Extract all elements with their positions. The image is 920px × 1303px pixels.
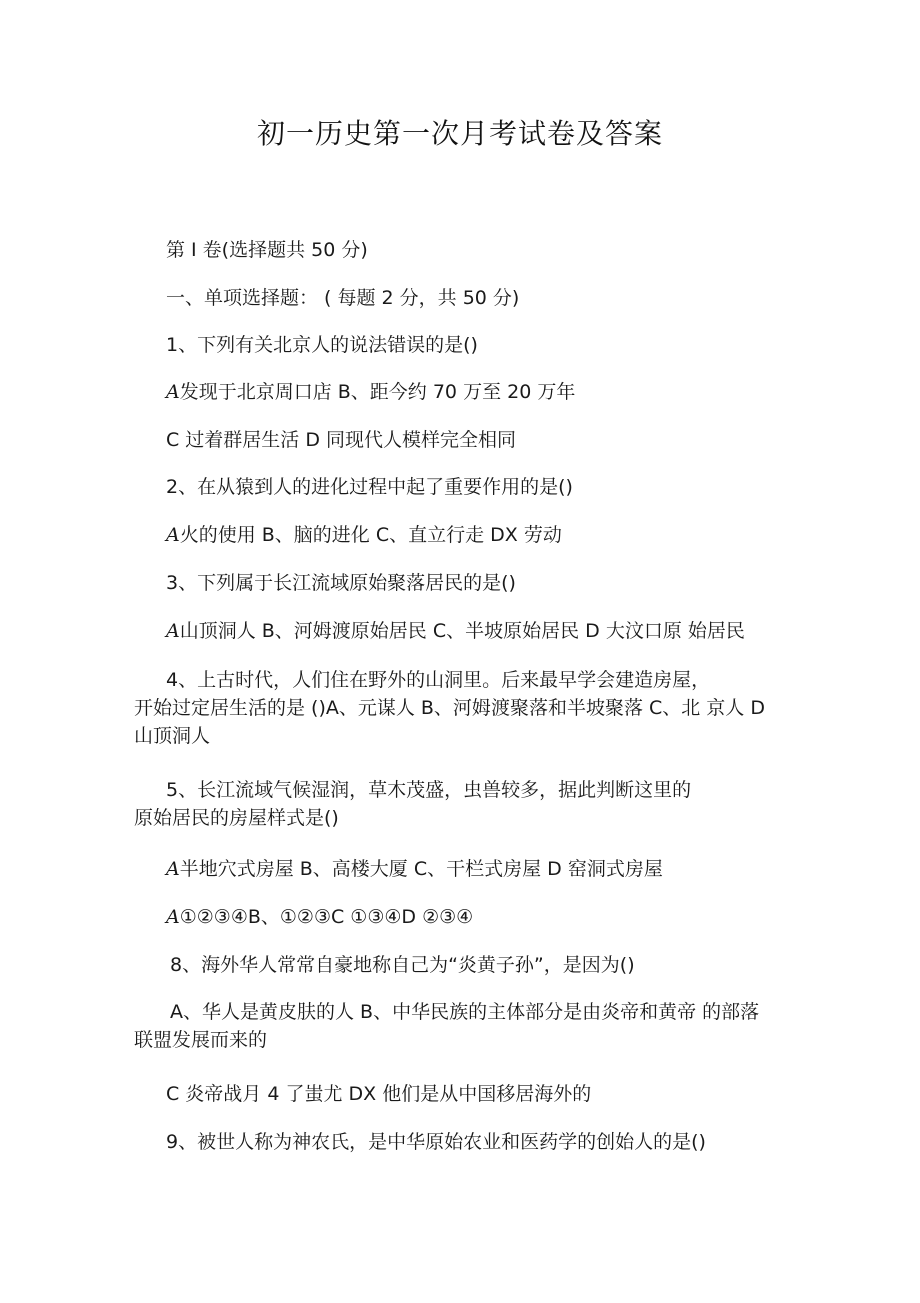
stem-line: 开始过定居生活的是 ()A、元谋人 B、河姆渡聚落和半坡聚落 C、北 京人 D <box>134 697 765 719</box>
question-1-stem: 1、下列有关北京人的说法错误的是() <box>166 334 478 356</box>
stem-line: 5、长江流域气候湿润，草木茂盛，虫兽较多，据此判断这里的 <box>166 779 692 801</box>
option-marker: A <box>166 524 180 546</box>
question-1-option-line <box>166 378 575 406</box>
option-line: A、华人是黄皮肤的人 B、中华民族的主体部分是由炎帝和黄帝 的部落 <box>170 1001 760 1023</box>
option-line: 联盟发展而来的 <box>134 1029 268 1051</box>
question-9-stem: 9、被世人称为神农氏，是中华原始农业和医药学的创始人的是() <box>166 1131 706 1153</box>
option-marker: A <box>166 858 180 880</box>
option-marker: A <box>166 381 180 403</box>
stem-line: 原始居民的房屋样式是() <box>134 807 339 829</box>
volume-heading: 第 I 卷(选择题共 50 分) <box>166 239 368 261</box>
question-3-stem: 3、下列属于长江流域原始聚落居民的是() <box>166 572 516 594</box>
question-3-option-line <box>166 617 745 645</box>
option-marker: A <box>166 620 180 642</box>
stem-line: 4、上古时代，人们住在野外的山洞里。后来最早学会建造房屋， <box>166 669 711 691</box>
question-option-line <box>166 903 473 931</box>
question-8-option-block <box>134 998 759 1054</box>
stem-line: 山顶洞人 <box>134 725 211 747</box>
question-5-option-line <box>166 855 663 883</box>
option-text: 山顶洞人 B、河姆渡原始居民 C、半坡原始居民 D 大汶口原 始居民 <box>179 620 745 642</box>
option-marker: A <box>166 906 180 928</box>
question-1-option-line: C 过着群居生活 D 同现代人模样完全相同 <box>166 429 517 451</box>
question-8-stem: 8、海外华人常常自豪地称自己为“炎黄子孙”，是因为() <box>170 954 635 976</box>
part-heading: 一、单项选择题： ( 每题 2 分，共 50 分) <box>166 287 520 309</box>
option-text: 半地穴式房屋 B、高楼大厦 C、干栏式房屋 D 窑洞式房屋 <box>179 858 663 880</box>
option-text: 发现于北京周口店 B、距今约 70 万至 20 万年 <box>179 381 576 403</box>
question-2-stem: 2、在从猿到人的进化过程中起了重要作用的是() <box>166 476 573 498</box>
question-4-stem <box>134 666 765 750</box>
question-5-stem <box>134 776 691 832</box>
option-text: ①②③④B、①②③C ①③④D ②③④ <box>179 906 474 928</box>
question-2-option-line <box>166 521 562 549</box>
page-title: 初一历史第一次月考试卷及答案 <box>256 117 663 150</box>
question-8-option-line: C 炎帝战月 4 了蚩尤 DX 他们是从中国移居海外的 <box>166 1083 592 1105</box>
option-text: 火的使用 B、脑的进化 C、直立行走 DX 劳动 <box>179 524 562 546</box>
